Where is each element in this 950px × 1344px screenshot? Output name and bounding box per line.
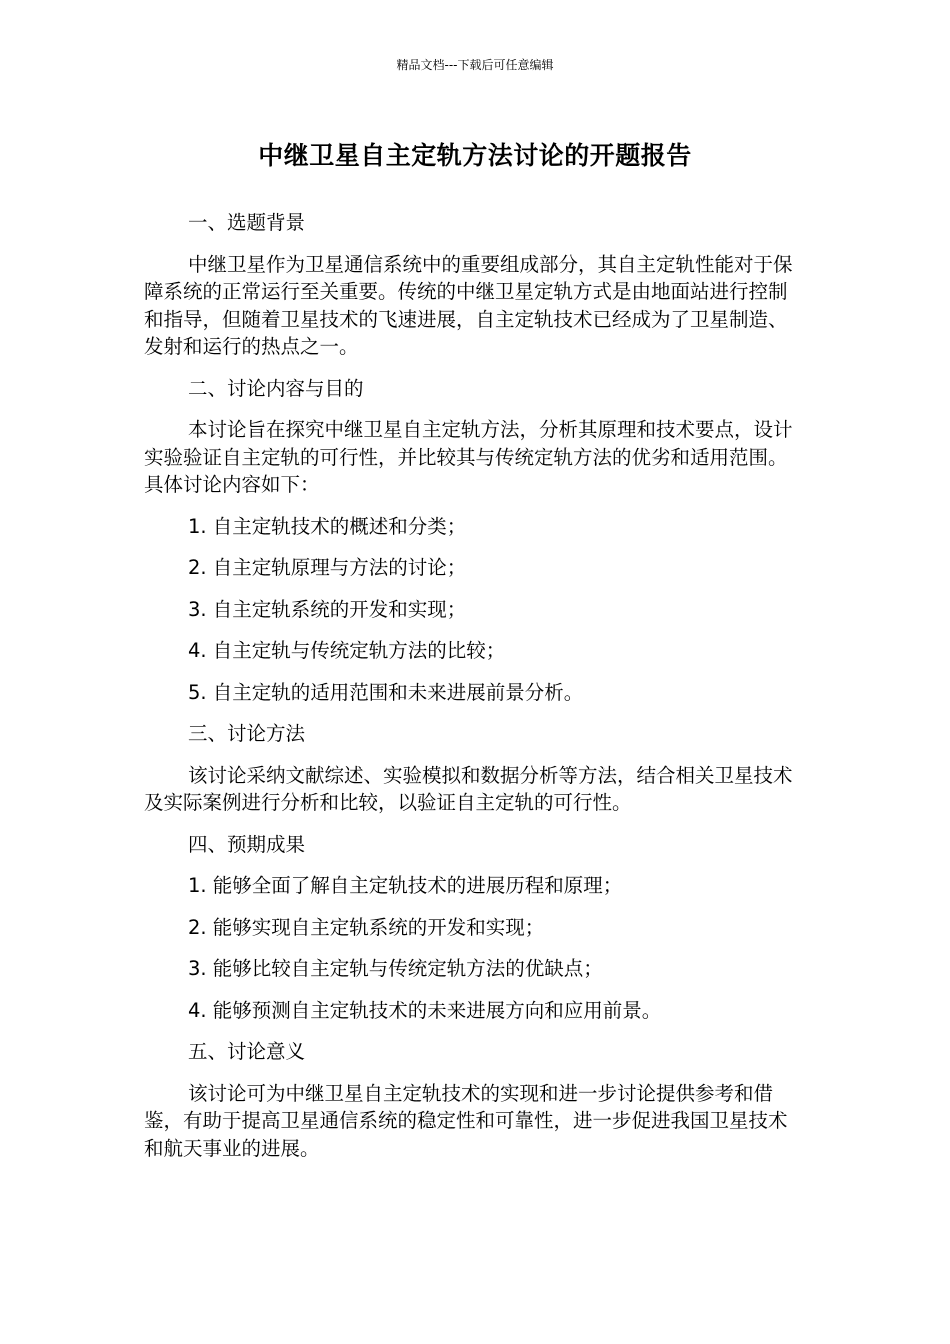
list-item: 1. 自主定轨技术的概述和分类； <box>188 514 467 538</box>
list-item: 4. 能够预测自主定轨技术的未来进展方向和应用前景。 <box>188 998 662 1022</box>
list-item: 2. 能够实现自主定轨系统的开发和实现； <box>188 915 545 939</box>
section-paragraph-content: 本讨论旨在探究中继卫星自主定轨方法，分析其原理和技术要点，设计实验验证自主定轨的可行性，并比较其与传统定轨方法的优劣和适用范围。具体讨论内容如下： <box>144 418 793 496</box>
section-heading-content: 二、讨论内容与目的 <box>188 376 364 400</box>
list-item: 1. 能够全面了解自主定轨技术的进展历程和原理； <box>188 874 623 897</box>
section-paragraph-significance: 该讨论可为中继卫星自主定轨技术的实现和进一步讨论提供参考和借鉴，有助于提高卫星通信系统的稳定性和可靠性，进一步促进我国卫星技术和航天事业的进展。 <box>144 1081 788 1160</box>
list-item: 4. 自主定轨与传统定轨方法的比较； <box>188 639 506 662</box>
section-heading-significance: 五、讨论意义 <box>188 1040 306 1063</box>
section-heading-background: 一、选题背景 <box>188 211 306 234</box>
list-item: 2. 自主定轨原理与方法的讨论； <box>188 556 467 579</box>
list-item: 5. 自主定轨的适用范围和未来进展前景分析。 <box>188 680 584 704</box>
section-paragraph-method: 该讨论采纳文献综述、实验模拟和数据分析等方法，结合相关卫星技术及实际案例进行分析和比较，以验证自主定轨的可行性。 <box>144 763 793 814</box>
document-title: 中继卫星自主定轨方法讨论的开题报告 <box>258 141 692 170</box>
section-heading-results: 四、预期成果 <box>188 832 306 856</box>
page-header: 精品文档---下载后可任意编辑 <box>396 58 554 72</box>
list-item: 3. 能够比较自主定轨与传统定轨方法的优缺点； <box>188 957 603 980</box>
section-heading-method: 三、讨论方法 <box>188 722 306 745</box>
list-item: 3. 自主定轨系统的开发和实现； <box>188 597 467 621</box>
section-paragraph-background: 中继卫星作为卫星通信系统中的重要组成部分，其自主定轨性能对于保障系统的正常运行至关重要。传统的中继卫星定轨方式是由地面站进行控制和指导，但随着卫星技术的飞速进展，自主定轨技术已经成为了卫星制造、发射和运行的热点之一。 <box>144 252 793 358</box>
document-body <box>144 209 794 1176</box>
